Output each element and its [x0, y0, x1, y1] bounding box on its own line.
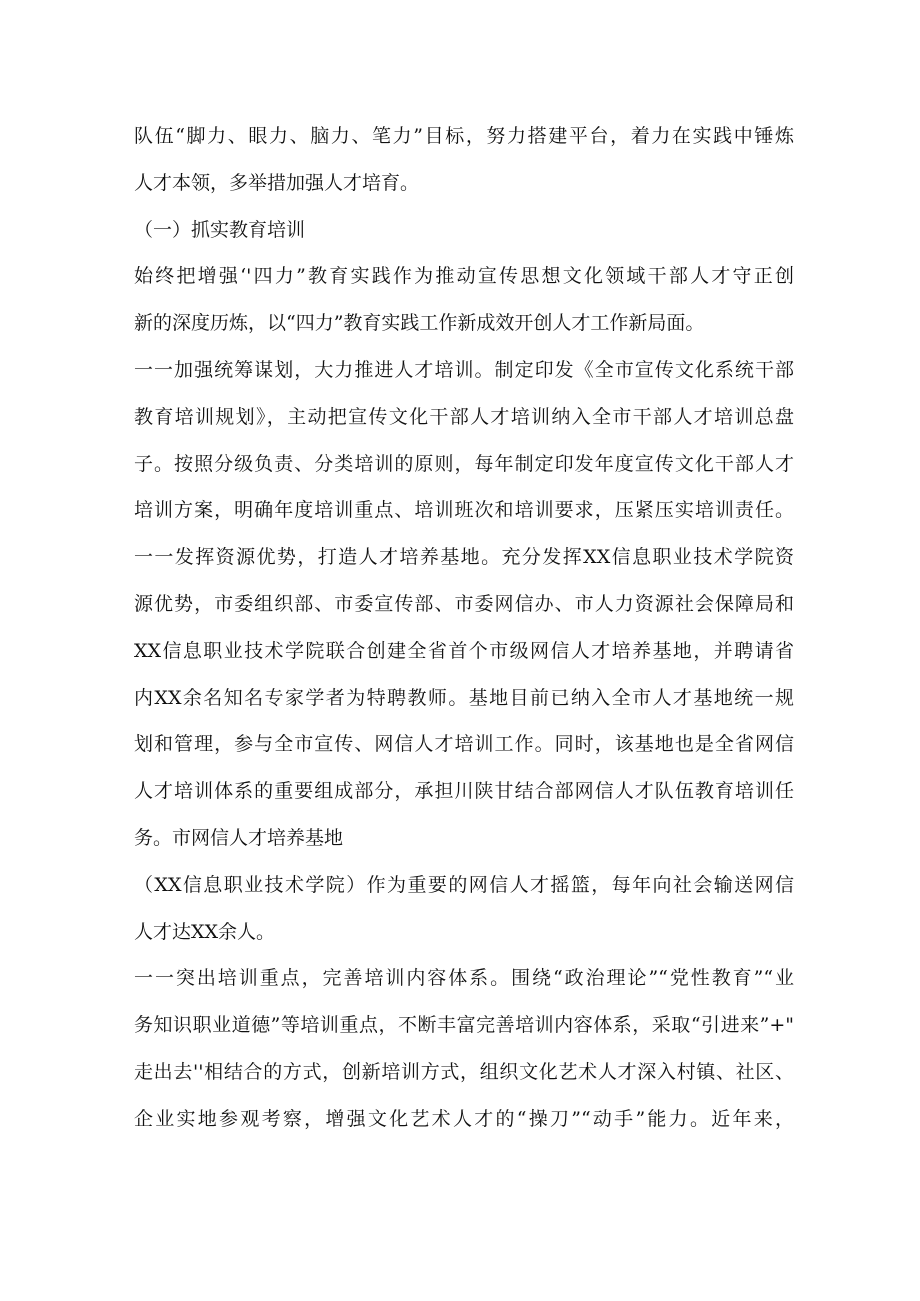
paragraph-line-19: 务知识职业道德”等培训重点，不断丰富完善培训内容体系，采取“引进来”+"	[134, 1014, 794, 1036]
paragraph-line-12: 内XX余名知名专家学者为特聘教师。基地目前已纳入全市人才基地统一规	[134, 687, 794, 709]
paragraph-line-3: 始终把增强‘'四力”教育实践作为推动宣传思想文化领域干部人才守正创	[134, 265, 794, 287]
paragraph-line-13: 划和管理，参与全市宣传、网信人才培训工作。同时，该基地也是全省网信	[134, 733, 794, 755]
paragraph-line-17: 人才达XX余人。	[134, 921, 276, 943]
paragraph-line-15: 务。市网信人才培养基地	[134, 827, 344, 849]
paragraph-line-7: 子。按照分级负责、分类培训的原则，每年制定印发年度宣传文化干部人才	[134, 453, 794, 475]
paragraph-line-6: 教育培训规划》，主动把宣传文化干部人才培训纳入全市干部人才培训总盘	[134, 406, 794, 428]
paragraph-line-20: 走出去''相结合的方式，创新培训方式，组织文化艺术人才深入村镇、社区、	[134, 1061, 794, 1083]
paragraph-line-5: 一一加强统筹谋划，大力推进人才培训。制定印发《全市宣传文化系统干部	[134, 359, 794, 381]
paragraph-line-14: 人才培训体系的重要组成部分，承担川陕甘结合部网信人才队伍教育培训任	[134, 780, 794, 802]
paragraph-line-1: 队伍“脚力、眼力、脑力、笔力”目标，努力搭建平台，着力在实践中锤炼	[134, 125, 794, 147]
paragraph-line-18: 一一突出培训重点，完善培训内容体系。围绕“政治理论”“党性教育”“业	[134, 967, 794, 989]
paragraph-line-10: 源优势，市委组织部、市委宣传部、市委网信办、市人力资源社会保障局和	[134, 593, 794, 615]
paragraph-line-8: 培训方案，明确年度培训重点、培训班次和培训要求，压紧压实培训责任。	[134, 499, 794, 521]
paragraph-line-21: 企业实地参观考察，增强文化艺术人才的“操刀”“动手”能力。近年来，	[134, 1108, 794, 1130]
paragraph-line-4: 新的深度历炼，以“四力”教育实践工作新成效开创人才工作新局面。	[134, 312, 705, 334]
section-heading: （一）抓实教育培训	[134, 219, 306, 241]
paragraph-line-9: 一一发挥资源优势，打造人才培养基地。充分发挥XX信息职业技术学院资	[134, 546, 794, 568]
paragraph-line-11: XX信息职业技术学院联合创建全省首个市级网信人才培养基地，并聘请省	[134, 640, 794, 662]
paragraph-line-2: 人才本领，多举措加强人才培育。	[134, 172, 420, 194]
paragraph-line-16: （XX信息职业技术学院）作为重要的网信人才摇篮，每年向社会输送网信	[134, 874, 794, 896]
